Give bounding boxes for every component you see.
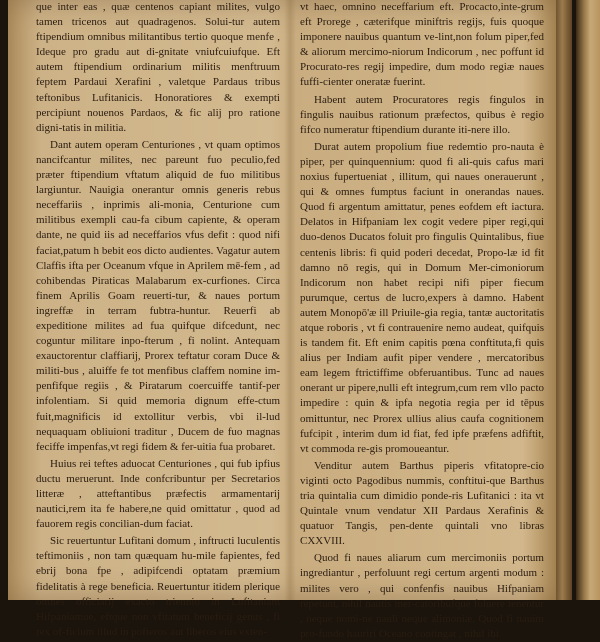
book-page: [8, 0, 556, 640]
right-paragraph-3: Durat autem propolium fiue redemtio pro-nauta è piper, per quinquennium: quod fi ali-quis cafus mari noxius fupertueniat , illitum, qui naues onerauerunt , qui & omnes fumptus faciunt in onerandas naues. Quod fi argentum amittatur, penes eofdem eft iactura. Delatos in Hifpaniam lex cogit vedere piper regi,qui duo-denos Ducatos foluit pro fingulis Quintalibus, fiue centenis libris: fi quid poderi decedat, Propo-læ id fit damno nō regis, qui in Domum Mer-cimoniorum Indicorum non habet recipi nifi piper fiecum purumque, certus de lucro,expers à damno. Habent autem Monopō'æ ill Priuile-gia regia, tantæ auctoritatis atque roboris , vt fi contrauenire nemo audeat, quifquis is tandem fit. Eft enim capitis pœna conftituta,fi quis alius per Indiam aufit piper vendere , mercatoribus eam legem ftrictiffime obferuantibus. Tunc ad naues onerant ur pipere,nulli eft integrum,cum rem vllo pacto impedire : quin & ipfa negotia regia per id tēpus omittuntur, nec Prorex ullius alius caufa cognitionem fufcipit , interim dum id fiat, fed ipfe præfens adfiftit, vt commoda re-gis promoueantur.: [300, 140, 544, 455]
page-edge: [556, 0, 572, 600]
left-paragraph-4: Sic reuertuntur Lufitani domum , inftructi luculentis teftimoniis , non tam quæquam hu-mile fapientes, fed ebrij bona fpe , adipifcendi optatam præmium fidelitatis à rege beneficia. Reuertuntur itidem plerique omnes officiarij exacto triennio in Lufitaniam Hifpaniamue, eftque non vfitatum beneficij genus , fi rex of-ficium illud in pofteros aut liberos eius exten-: [36, 535, 280, 638]
left-text-column: [36, 0, 280, 638]
column-gutter: [284, 0, 296, 600]
right-text-column: [300, 0, 544, 640]
right-paragraph-4: Venditur autem Barthus piperis vfitatopre-cio viginti octo Pagodibus nummis, conftitui-que Barthus tria quintalia cum dimidio ponde-ris Lufitanici : ita vt Quintale vnum vendatur XII Pardaus Xerafinis & quatuor Tangis, pen-dente quintali vno libras CXXVIII.: [300, 459, 544, 548]
right-paragraph-5: Quod fi naues aliarum cum mercimoniis portum ingrediantur , perfoluunt regi certum argenti modum : milites vero , qui confenfis nauibus Hifpaniam repetunt, nihil nautis mer-catoribufque foluere tenentur , neque nomi-ne nauli neque alimoniæ. Quod fi nauim pro-fundo hauriri Oceano contingat , nihil ibi: [300, 552, 544, 640]
left-paragraph-2: Dant autem operam Centuriones , vt quam optimos nancifcantur milites, nec pareunt fuo peculio,fed præter ftipendium vftatum aliquid de fuo militibus largiuntur. Nauigia onerantur omnis generis rebus neceffariis , inprimis ali-monia, Centurione cum militibus exempli cau-fa cibum capiente, & operam dante, ne quid iis ad neceffarios vfus defit : quod nifi faciat,patum h bebit eos dicto audientes. Vagatur autem Claffis ifta per Oceanum vfque in Aprilem mē-fem , ad cohibendas Piraticas Malabarum ex-curfiones. Circa finem Aprilis Goam reuerti-tur, & naues portum ingreffæ in terram fubtra-huntur. Reuerfi ab expeditione milites ad fua quifque difcedunt, nec coguntur militare inpo-fterum , fi nolint. Antequam exauctorentur claffiarij, Prorex teftatur coram Duce & militi-bus , aluiffe fe tot menfibus claffem nomine im-penfifque regiis , & Piratarum coercuiffe tantif-per infolentiam. Si quid memoria dignum effe-ctum fuit,magnificis id extollitur verbis, vbi il-lud nequaquam obliuioni traditur , Ducem de fuo magnas feciffe impenfas,vt regi fidem & fer-uitia fua probaret.: [36, 138, 280, 453]
right-paragraph-1: vt haec, omnino neceffarium eft. Procacto,inte-grum eft Prorege , cæterifque miniftris regijs, fuis quoque imponere nauibus quantum ve-lint,non folum piper,fed & aliorum mercimo-niorum Indicorum , nec poffunt id Procurato-res regij impedire, dum modo regiæ naues fuffi-cienter oneratæ fuerint.: [300, 1, 544, 89]
right-paragraph-2: Habent autem Procuratores regis fingulos in fingulis nauibus rationum præfectos, quibus è regio fifco numeratur ftipendium durante iti-nere illo.: [300, 93, 544, 136]
left-paragraph-1: que inter eas , quæ centenos capiant milites, vulgo tamen tricenos aut quadragenos. Solui-tur autem ftipendium omnibus militantibus tertio quoque menfe , Ideque pro gradu aut di-gnitate vniufcuiufque. Eft autem ftipendium ordinarium militis menftruum feptem Pardaui Xerafini , valetque Pardaus tribus teftonibus Lufitanicis. Honoratiores & exempti percipiunt nouenos Pardaos, & fic alij pro ratione digni-tatis in militia.: [36, 1, 280, 134]
left-paragraph-3: Huius rei teftes aduocat Centuriones , qui fub ipfius ductu meruerunt. Inde confcribuntur per Secretarios litteræ , atteftantibus præfectis armamentarij nautici,rem ita fe habere,ne quid omittatur , quod ad fauorem regis concilian-dum faciat.: [36, 457, 280, 531]
adjacent-page-strip: [576, 0, 600, 600]
